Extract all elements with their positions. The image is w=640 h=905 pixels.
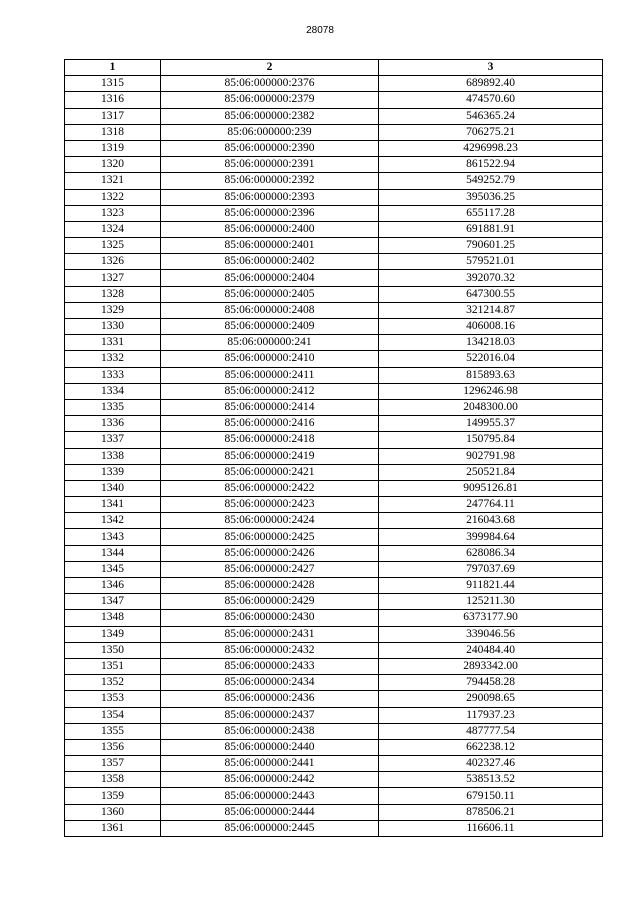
cadastral-number-cell: 85:06:000000:2391 — [161, 157, 379, 173]
cadastral-number-cell: 85:06:000000:2419 — [161, 448, 379, 464]
row-number-cell: 1320 — [65, 157, 161, 173]
cadastral-value-cell: 395036.25 — [379, 189, 603, 205]
table-row — [65, 448, 603, 464]
row-number-cell: 1352 — [65, 675, 161, 691]
header-col-2: 2 — [161, 60, 379, 76]
row-number-cell: 1337 — [65, 432, 161, 448]
table-row — [65, 626, 603, 642]
cadastral-value-cell: 240484.40 — [379, 642, 603, 658]
cadastral-value-cell: 125211.30 — [379, 594, 603, 610]
row-number-cell: 1324 — [65, 221, 161, 237]
cadastral-value-cell: 2893342.00 — [379, 658, 603, 674]
row-number-cell: 1357 — [65, 756, 161, 772]
table-row — [65, 383, 603, 399]
cadastral-number-cell: 85:06:000000:2390 — [161, 140, 379, 156]
row-number-cell: 1346 — [65, 578, 161, 594]
row-number-cell: 1335 — [65, 399, 161, 415]
cadastral-value-cell: 406008.16 — [379, 319, 603, 335]
cadastral-number-cell: 85:06:000000:2424 — [161, 513, 379, 529]
row-number-cell: 1330 — [65, 319, 161, 335]
table-row — [65, 480, 603, 496]
row-number-cell: 1318 — [65, 124, 161, 140]
row-number-cell: 1351 — [65, 658, 161, 674]
row-number-cell: 1317 — [65, 108, 161, 124]
table-row — [65, 529, 603, 545]
cadastral-value-cell: 487777.54 — [379, 723, 603, 739]
row-number-cell: 1321 — [65, 173, 161, 189]
cadastral-value-cell: 538513.52 — [379, 772, 603, 788]
cadastral-value-cell: 790601.25 — [379, 238, 603, 254]
cadastral-value-cell: 134218.03 — [379, 335, 603, 351]
cadastral-number-cell: 85:06:000000:2432 — [161, 642, 379, 658]
row-number-cell: 1329 — [65, 302, 161, 318]
cadastral-number-cell: 85:06:000000:2440 — [161, 739, 379, 755]
table-row — [65, 820, 603, 836]
cadastral-number-cell: 85:06:000000:241 — [161, 335, 379, 351]
table-row — [65, 675, 603, 691]
cadastral-value-cell: 2048300.00 — [379, 399, 603, 415]
row-number-cell: 1319 — [65, 140, 161, 156]
cadastral-number-cell: 85:06:000000:2411 — [161, 367, 379, 383]
page-number: 28078 — [306, 25, 334, 36]
row-number-cell: 1339 — [65, 464, 161, 480]
row-number-cell: 1325 — [65, 238, 161, 254]
cadastral-number-cell: 85:06:000000:2433 — [161, 658, 379, 674]
cadastral-number-cell: 85:06:000000:2422 — [161, 480, 379, 496]
cadastral-number-cell: 85:06:000000:2445 — [161, 820, 379, 836]
cadastral-value-cell: 706275.21 — [379, 124, 603, 140]
cadastral-number-cell: 85:06:000000:2443 — [161, 788, 379, 804]
cadastral-value-cell: 797037.69 — [379, 561, 603, 577]
row-number-cell: 1360 — [65, 804, 161, 820]
row-number-cell: 1358 — [65, 772, 161, 788]
row-number-cell: 1336 — [65, 416, 161, 432]
cadastral-value-cell: 4296998.23 — [379, 140, 603, 156]
table-row — [65, 108, 603, 124]
table-row — [65, 545, 603, 561]
table-row — [65, 189, 603, 205]
cadastral-value-cell: 662238.12 — [379, 739, 603, 755]
cadastral-number-cell: 85:06:000000:2418 — [161, 432, 379, 448]
cadastral-number-cell: 85:06:000000:2425 — [161, 529, 379, 545]
table-row — [65, 561, 603, 577]
cadastral-number-cell: 85:06:000000:2400 — [161, 221, 379, 237]
header-col-3: 3 — [379, 60, 603, 76]
table-row — [65, 497, 603, 513]
cadastral-value-cell: 321214.87 — [379, 302, 603, 318]
cadastral-value-cell: 290098.65 — [379, 691, 603, 707]
cadastral-number-cell: 85:06:000000:2401 — [161, 238, 379, 254]
cadastral-value-cell: 392070.32 — [379, 270, 603, 286]
cadastral-value-cell: 579521.01 — [379, 254, 603, 270]
table-row — [65, 173, 603, 189]
row-number-cell: 1331 — [65, 335, 161, 351]
row-number-cell: 1348 — [65, 610, 161, 626]
cadastral-value-cell: 549252.79 — [379, 173, 603, 189]
table-row — [65, 367, 603, 383]
cadastral-number-cell: 85:06:000000:2438 — [161, 723, 379, 739]
cadastral-number-cell: 85:06:000000:2404 — [161, 270, 379, 286]
table-row — [65, 513, 603, 529]
table-row — [65, 804, 603, 820]
cadastral-value-cell: 474570.60 — [379, 92, 603, 108]
row-number-cell: 1350 — [65, 642, 161, 658]
row-number-cell: 1316 — [65, 92, 161, 108]
table-row — [65, 723, 603, 739]
cadastral-value-cell: 149955.37 — [379, 416, 603, 432]
table-row — [65, 788, 603, 804]
table-row — [65, 432, 603, 448]
cadastral-value-cell: 1296246.98 — [379, 383, 603, 399]
cadastral-value-cell: 399984.64 — [379, 529, 603, 545]
cadastral-number-cell: 85:06:000000:2444 — [161, 804, 379, 820]
cadastral-value-cell: 339046.56 — [379, 626, 603, 642]
cadastral-value-cell: 691881.91 — [379, 221, 603, 237]
table-row — [65, 157, 603, 173]
table-row — [65, 772, 603, 788]
cadastral-number-cell: 85:06:000000:2434 — [161, 675, 379, 691]
table-row — [65, 286, 603, 302]
row-number-cell: 1344 — [65, 545, 161, 561]
cadastral-value-cell: 647300.55 — [379, 286, 603, 302]
table-row — [65, 124, 603, 140]
cadastral-value-cell: 117937.23 — [379, 707, 603, 723]
cadastral-number-cell: 85:06:000000:2437 — [161, 707, 379, 723]
cadastral-value-cell: 655117.28 — [379, 205, 603, 221]
cadastral-number-cell: 85:06:000000:2428 — [161, 578, 379, 594]
table-row — [65, 739, 603, 755]
table-row — [65, 707, 603, 723]
row-number-cell: 1338 — [65, 448, 161, 464]
cadastral-number-cell: 85:06:000000:2441 — [161, 756, 379, 772]
cadastral-number-cell: 85:06:000000:2405 — [161, 286, 379, 302]
cadastral-number-cell: 85:06:000000:2442 — [161, 772, 379, 788]
row-number-cell: 1323 — [65, 205, 161, 221]
cadastral-value-cell: 116606.11 — [379, 820, 603, 836]
table-row — [65, 642, 603, 658]
row-number-cell: 1327 — [65, 270, 161, 286]
table-row — [65, 140, 603, 156]
cadastral-value-cell: 679150.11 — [379, 788, 603, 804]
table-row — [65, 399, 603, 415]
row-number-cell: 1333 — [65, 367, 161, 383]
cadastral-number-cell: 85:06:000000:2431 — [161, 626, 379, 642]
cadastral-number-cell: 85:06:000000:2393 — [161, 189, 379, 205]
cadastral-number-cell: 85:06:000000:2382 — [161, 108, 379, 124]
row-number-cell: 1343 — [65, 529, 161, 545]
table-header — [65, 60, 603, 76]
cadastral-number-cell: 85:06:000000:2402 — [161, 254, 379, 270]
table-row — [65, 254, 603, 270]
table-body — [65, 76, 603, 837]
cadastral-number-cell: 85:06:000000:2392 — [161, 173, 379, 189]
cadastral-value-cell: 878506.21 — [379, 804, 603, 820]
table-row — [65, 578, 603, 594]
cadastral-value-cell: 815893.63 — [379, 367, 603, 383]
cadastral-number-cell: 85:06:000000:239 — [161, 124, 379, 140]
cadastral-value-cell: 522016.04 — [379, 351, 603, 367]
cadastral-number-cell: 85:06:000000:2423 — [161, 497, 379, 513]
cadastral-value-cell: 216043.68 — [379, 513, 603, 529]
cadastral-number-cell: 85:06:000000:2408 — [161, 302, 379, 318]
cadastral-value-cell: 402327.46 — [379, 756, 603, 772]
table-row — [65, 238, 603, 254]
table-row — [65, 658, 603, 674]
row-number-cell: 1354 — [65, 707, 161, 723]
cadastral-number-cell: 85:06:000000:2429 — [161, 594, 379, 610]
table-row — [65, 610, 603, 626]
cadastral-value-cell: 6373177.90 — [379, 610, 603, 626]
header-col-1: 1 — [65, 60, 161, 76]
table-row — [65, 92, 603, 108]
row-number-cell: 1349 — [65, 626, 161, 642]
cadastral-value-cell: 628086.34 — [379, 545, 603, 561]
row-number-cell: 1322 — [65, 189, 161, 205]
row-number-cell: 1326 — [65, 254, 161, 270]
row-number-cell: 1361 — [65, 820, 161, 836]
cadastral-value-cell: 250521.84 — [379, 464, 603, 480]
cadastral-number-cell: 85:06:000000:2376 — [161, 76, 379, 92]
row-number-cell: 1334 — [65, 383, 161, 399]
cadastral-number-cell: 85:06:000000:2414 — [161, 399, 379, 415]
row-number-cell: 1347 — [65, 594, 161, 610]
cadastral-number-cell: 85:06:000000:2409 — [161, 319, 379, 335]
cadastral-number-cell: 85:06:000000:2379 — [161, 92, 379, 108]
row-number-cell: 1355 — [65, 723, 161, 739]
cadastral-value-cell: 9095126.81 — [379, 480, 603, 496]
cadastral-number-cell: 85:06:000000:2430 — [161, 610, 379, 626]
cadastral-number-cell: 85:06:000000:2416 — [161, 416, 379, 432]
cadastral-value-cell: 861522.94 — [379, 157, 603, 173]
row-number-cell: 1356 — [65, 739, 161, 755]
row-number-cell: 1341 — [65, 497, 161, 513]
header-row — [65, 60, 603, 76]
cadastral-number-cell: 85:06:000000:2436 — [161, 691, 379, 707]
table-row — [65, 270, 603, 286]
cadastral-value-cell: 794458.28 — [379, 675, 603, 691]
cadastral-value-cell: 902791.98 — [379, 448, 603, 464]
cadastral-value-cell: 150795.84 — [379, 432, 603, 448]
table-row — [65, 221, 603, 237]
table-row — [65, 351, 603, 367]
table-row — [65, 335, 603, 351]
cadastral-number-cell: 85:06:000000:2410 — [161, 351, 379, 367]
row-number-cell: 1345 — [65, 561, 161, 577]
cadastral-value-cell: 689892.40 — [379, 76, 603, 92]
cadastral-value-cell: 546365.24 — [379, 108, 603, 124]
row-number-cell: 1353 — [65, 691, 161, 707]
row-number-cell: 1340 — [65, 480, 161, 496]
table-row — [65, 691, 603, 707]
table-row — [65, 319, 603, 335]
row-number-cell: 1315 — [65, 76, 161, 92]
row-number-cell: 1359 — [65, 788, 161, 804]
row-number-cell: 1332 — [65, 351, 161, 367]
table-row — [65, 594, 603, 610]
cadastral-value-cell: 911821.44 — [379, 578, 603, 594]
cadastral-number-cell: 85:06:000000:2412 — [161, 383, 379, 399]
table-row — [65, 756, 603, 772]
table-row — [65, 416, 603, 432]
table-row — [65, 464, 603, 480]
cadastral-number-cell: 85:06:000000:2427 — [161, 561, 379, 577]
cadastral-number-cell: 85:06:000000:2426 — [161, 545, 379, 561]
cadastral-value-cell: 247764.11 — [379, 497, 603, 513]
cadastral-number-cell: 85:06:000000:2396 — [161, 205, 379, 221]
row-number-cell: 1328 — [65, 286, 161, 302]
cadastral-value-table — [64, 59, 603, 837]
cadastral-number-cell: 85:06:000000:2421 — [161, 464, 379, 480]
table-row — [65, 76, 603, 92]
table-row — [65, 302, 603, 318]
table-row — [65, 205, 603, 221]
row-number-cell: 1342 — [65, 513, 161, 529]
